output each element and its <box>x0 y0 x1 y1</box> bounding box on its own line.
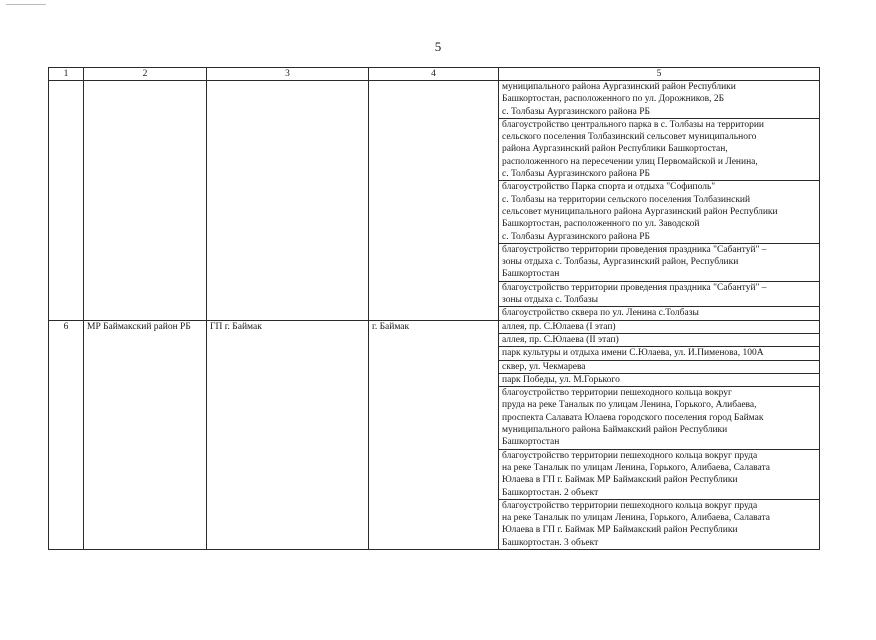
empty-cell <box>207 81 369 321</box>
object-entry: сквер, ул. Чекмарева <box>499 360 820 373</box>
header-col-1: 1 <box>49 68 84 81</box>
header-col-3: 3 <box>207 68 369 81</box>
settlement-cell: ГП г. Баймак <box>207 320 369 549</box>
header-col-5: 5 <box>499 68 820 81</box>
object-entry: благоустройство территории проведения праздника "Сабантуй" – зоны отдыха с. Толбазы <box>499 281 820 307</box>
object-entry: благоустройство центрального парка в с. Толбазы на территории сельского поселения Толбазинский сельсовет муниципального района Аургазинский район Республики Башкортостан, расположенного на пересечении улиц Первомайской и Ленина, с. Толбазы Аургазинского района РБ <box>499 118 820 180</box>
object-entry: муниципального района Аургазинский район Республики Башкортостан, расположенного по ул. Дорожников, 2Б с. Толбазы Аургазинского района РБ <box>499 81 820 119</box>
object-entry: аллея, пр. С.Юлаева (II этап) <box>499 333 820 346</box>
object-entry: благоустройство территории пешеходного кольца вокруг пруда на реке Таналык по улицам Ленина, Горького, Алибаева, Салавата Юлаева в ГП г. Баймак МР Баймакский район Республики Башкортостан. 2 объект <box>499 449 820 499</box>
scan-edge-mark <box>6 4 46 5</box>
object-entry: благоустройство Парка спорта и отдыха "Софиполь" с. Толбазы на территории сельского поселения Толбазинский сельсовет муниципального района Аургазинский район Республики Башкортостан, расположенного по ул. Заводской с. Толбазы Аургазинского района РБ <box>499 181 820 243</box>
header-col-2: 2 <box>84 68 207 81</box>
row-number: 6 <box>49 320 84 549</box>
empty-cell <box>49 81 84 321</box>
header-row <box>49 68 820 81</box>
object-entry: парк Победы, ул. М.Горького <box>499 373 820 386</box>
page-number: 5 <box>434 39 442 54</box>
empty-cell <box>84 81 207 321</box>
header-col-4: 4 <box>369 68 499 81</box>
locality-cell: г. Баймак <box>369 320 499 549</box>
object-entry: аллея, пр. С.Юлаева (I этап) <box>499 320 820 333</box>
table-row <box>49 81 820 119</box>
district-cell: МР Баймакский район РБ <box>84 320 207 549</box>
document-table <box>48 67 820 550</box>
object-entry: благоустройство территории пешеходного кольца вокруг пруда на реке Таналык по улицам Ленина, Горького, Алибаева, проспекта Салавата Юлаева городского поселения город Баймак муниципального района Баймакский район Республики Башкортостан <box>499 387 820 449</box>
object-entry: благоустройство территории проведения праздника "Сабантуй" – зоны отдыха с. Толбазы, Аургазинский район, Республики Башкортостан <box>499 243 820 281</box>
object-entry: благоустройство сквера по ул. Ленина с.Толбазы <box>499 307 820 320</box>
object-entry: парк культуры и отдыха имени С.Юлаева, ул. И.Пименова, 100А <box>499 347 820 360</box>
empty-cell <box>369 81 499 321</box>
table-row <box>49 320 820 333</box>
object-entry: благоустройство территории пешеходного кольца вокруг пруда на реке Таналык по улицам Ленина, Горького, Алибаева, Салавата Юлаева в ГП г. Баймак МР Баймакский район Республики Башкортостан. 3 объект <box>499 499 820 549</box>
